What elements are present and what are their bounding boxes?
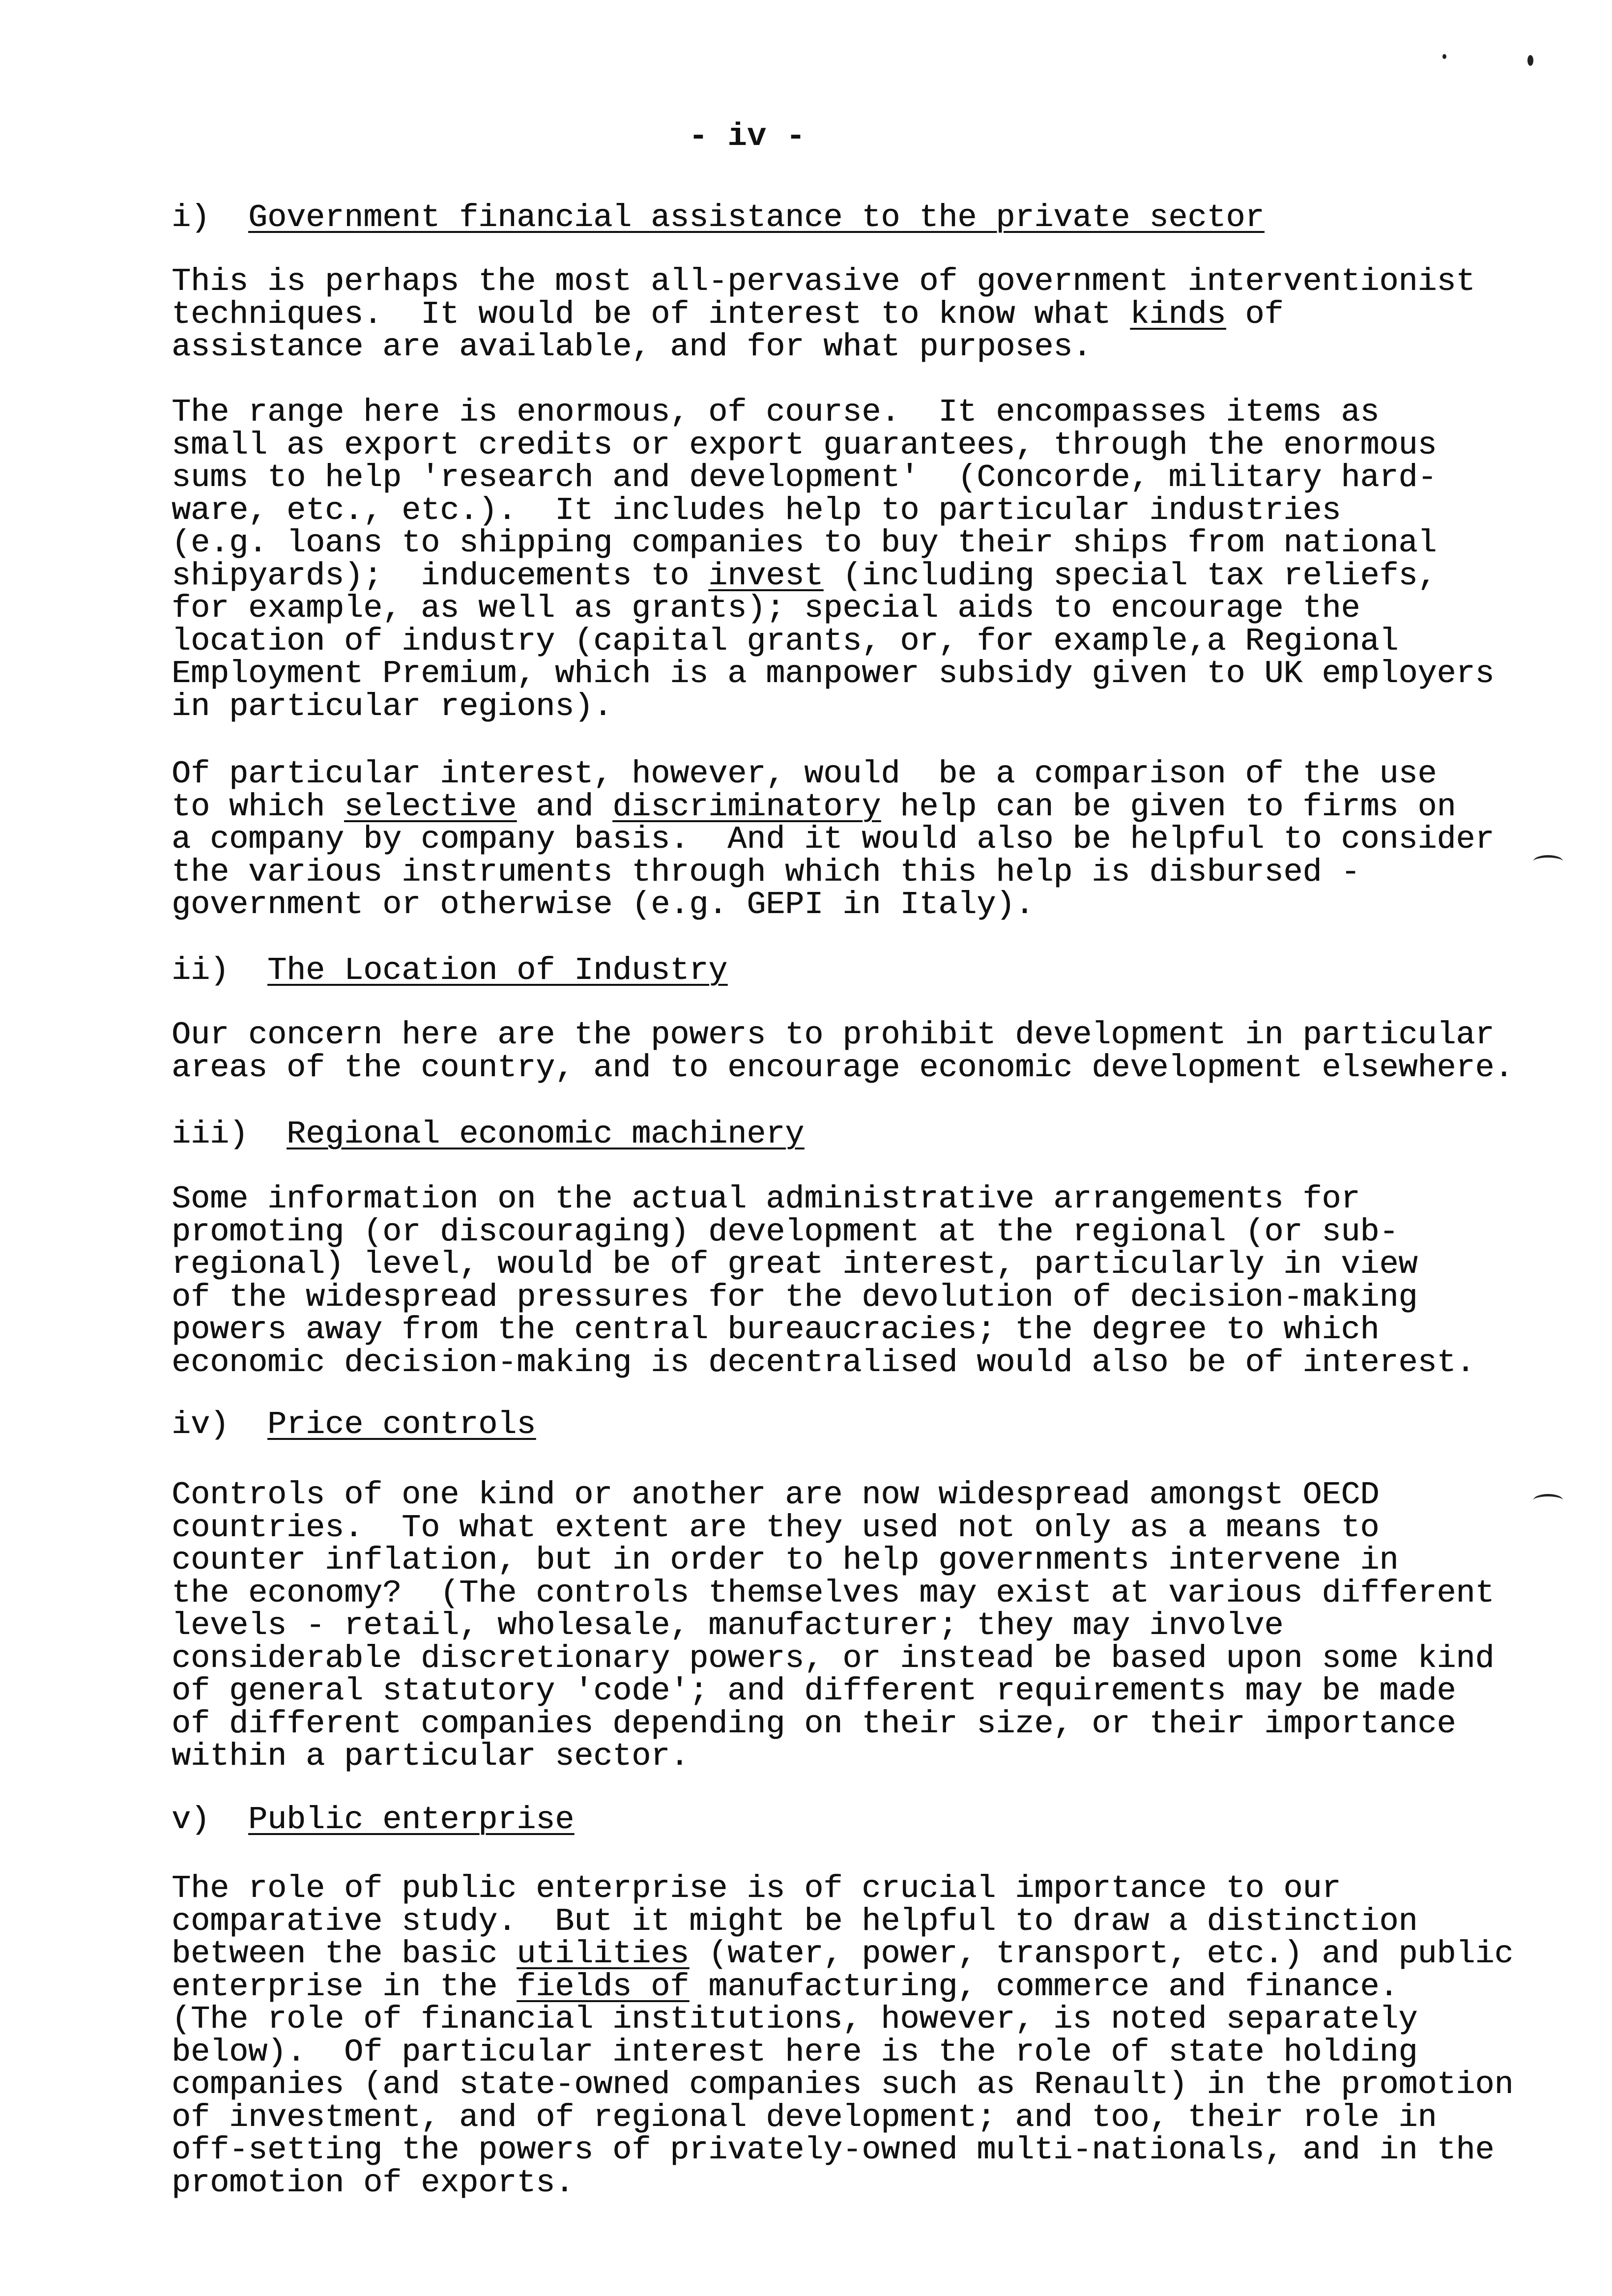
text-segment: of the widespread pressures for the devolution of decision-making xyxy=(172,1279,1418,1316)
underlined-text: invest xyxy=(708,557,824,594)
text-segment: shipyards); inducements to xyxy=(172,557,709,594)
section-title: Government financial assistance to the private sector xyxy=(248,200,1265,236)
text-line xyxy=(172,625,1494,658)
text-line xyxy=(172,265,1475,298)
text-segment: location of industry (capital grants, or, for example,a Regional xyxy=(172,623,1399,660)
text-line xyxy=(172,557,1494,594)
text-line xyxy=(172,1509,1494,1546)
text-line xyxy=(172,1642,1494,1675)
text-line xyxy=(172,494,1494,527)
text-line xyxy=(172,461,1494,494)
text-segment: sums to help 'research and development' (Concorde, military hard- xyxy=(172,459,1437,496)
text-line xyxy=(172,1740,1494,1773)
text-segment: ware, etc., etc.). It includes help to particular industries xyxy=(172,492,1341,529)
text-line xyxy=(172,690,1494,723)
text-segment: assistance are available, and for what purposes. xyxy=(172,329,1092,365)
section-heading xyxy=(172,201,1264,234)
text-line xyxy=(172,1577,1494,1610)
text-line xyxy=(172,1872,1513,1905)
underlined-text: fields of xyxy=(517,1968,690,2005)
text-line xyxy=(172,658,1494,690)
paragraph xyxy=(172,396,1494,723)
text-line xyxy=(172,889,1494,921)
text-segment: in particular regions). xyxy=(172,688,613,725)
text-segment: of xyxy=(1226,296,1284,333)
text-segment: within a particular sector. xyxy=(172,1738,690,1775)
text-segment: and xyxy=(517,788,613,825)
text-segment: counter inflation, but in order to help governments intervene in xyxy=(172,1542,1399,1578)
paragraph xyxy=(172,265,1475,364)
text-line xyxy=(172,429,1494,462)
text-line xyxy=(172,2003,1513,2036)
text-segment: promoting (or discouraging) development at the regional (or sub- xyxy=(172,1213,1399,1250)
text-segment: of investment, and of regional development; and too, their role in xyxy=(172,2099,1437,2136)
text-line xyxy=(172,1544,1494,1577)
text-segment: Controls of one kind or another are now widespread amongst OECD xyxy=(172,1477,1380,1513)
text-segment: government or otherwise (e.g. GEPI in Italy). xyxy=(172,887,1035,923)
section-number: iii) xyxy=(172,1116,249,1152)
text-segment: small as export credits or export guarantees, through the enormous xyxy=(172,427,1437,463)
text-segment: countries. To what extent are they used not only as a means to xyxy=(172,1509,1380,1546)
text-segment: Employment Premium, which is a manpower subsidy given to UK employers xyxy=(172,656,1495,692)
text-segment: a company by company basis. And it would also be helpful to consider xyxy=(172,821,1495,858)
text-segment: between the basic xyxy=(172,1936,517,1972)
section-heading xyxy=(172,1804,574,1837)
page-number: - iv - xyxy=(689,118,806,155)
text-line xyxy=(172,1248,1475,1281)
margin-bracket-mark xyxy=(1533,855,1563,867)
underlined-text: kinds xyxy=(1130,296,1226,333)
section-number: iv) xyxy=(172,1406,230,1443)
text-segment: This is perhaps the most all-pervasive of government interventionist xyxy=(172,263,1475,300)
text-segment: regional) level, would be of great interest, particularly in view xyxy=(172,1246,1418,1283)
text-segment: the various instruments through which this help is disbursed - xyxy=(172,854,1360,890)
text-line xyxy=(172,1213,1475,1250)
text-segment: (e.g. loans to shipping companies to buy their ships from national xyxy=(172,525,1437,561)
section-number: ii) xyxy=(172,952,230,989)
underlined-text: utilities xyxy=(517,1936,690,1972)
text-segment: to which xyxy=(172,788,345,825)
text-segment: of general statutory 'code'; and different requirements may be made xyxy=(172,1673,1456,1709)
text-segment: companies (and state-owned companies such as Renault) in the promotion xyxy=(172,2066,1514,2103)
text-segment: considerable discretionary powers, or instead be based upon some kind xyxy=(172,1640,1495,1677)
text-line xyxy=(172,298,1475,331)
text-segment: levels - retail, wholesale, manufacturer; they may involve xyxy=(172,1607,1284,1644)
text-line xyxy=(172,1281,1475,1314)
section-title: Public enterprise xyxy=(248,1802,575,1838)
paragraph xyxy=(172,1479,1494,1773)
text-line xyxy=(172,2068,1513,2101)
section-title: Regional economic machinery xyxy=(287,1116,805,1152)
text-line xyxy=(172,823,1494,856)
text-line xyxy=(172,1183,1475,1216)
section-heading xyxy=(172,954,727,987)
text-line xyxy=(172,856,1494,889)
text-line xyxy=(172,1609,1494,1642)
underlined-text: selective xyxy=(344,788,517,825)
text-line xyxy=(172,1938,1513,1971)
paragraph xyxy=(172,758,1494,921)
section-number: i) xyxy=(172,200,210,236)
text-segment: (The role of financial institutions, however, is noted separately xyxy=(172,2001,1418,2038)
text-line xyxy=(172,2164,1513,2201)
text-segment: (including special tax reliefs, xyxy=(823,557,1437,594)
text-segment: Some information on the actual administrative arrangements for xyxy=(172,1181,1360,1217)
text-segment: areas of the country, and to encourage economic development elsewhere. xyxy=(172,1049,1514,1086)
text-segment: the economy? (The controls themselves may exist at various different xyxy=(172,1575,1495,1611)
text-segment: Of particular interest, however, would be a comparison of the use xyxy=(172,756,1437,792)
text-segment: Our concern here are the powers to prohibit development in particular xyxy=(172,1017,1495,1053)
text-segment: promotion of exports. xyxy=(172,2164,575,2201)
margin-speck xyxy=(1527,55,1533,66)
section-title: The Location of Industry xyxy=(267,952,728,989)
text-line xyxy=(172,527,1494,560)
text-segment: of different companies depending on their size, or their importance xyxy=(172,1705,1456,1742)
text-line xyxy=(172,2134,1513,2167)
paragraph xyxy=(172,1183,1475,1379)
text-line xyxy=(172,1479,1494,1512)
paragraph xyxy=(172,1872,1513,2199)
text-line xyxy=(172,758,1494,791)
text-line xyxy=(172,1314,1475,1347)
margin-speck xyxy=(1442,54,1446,59)
text-line xyxy=(172,1675,1494,1708)
text-line xyxy=(172,1049,1514,1086)
section-heading xyxy=(172,1408,536,1441)
paragraph xyxy=(172,1019,1513,1084)
text-line xyxy=(172,1344,1475,1381)
text-segment: (water, power, transport, etc.) and public xyxy=(689,1936,1514,1972)
section-number: v) xyxy=(172,1802,210,1838)
text-segment: powers away from the central bureaucracies; the degree to which xyxy=(172,1312,1380,1348)
text-line xyxy=(172,1905,1513,1938)
text-segment: economic decision-making is decentralised would also be of interest. xyxy=(172,1344,1475,1381)
text-line xyxy=(172,396,1494,429)
text-segment: The range here is enormous, of course. It encompasses items as xyxy=(172,394,1380,430)
text-segment: below). Of particular interest here is the role of state holding xyxy=(172,2034,1418,2070)
text-segment: help can be given to firms on xyxy=(881,788,1456,825)
text-line xyxy=(172,2101,1513,2134)
section-title: Price controls xyxy=(267,1406,536,1443)
underlined-text: discriminatory xyxy=(612,788,881,825)
text-line xyxy=(172,592,1494,625)
text-segment: for example, as well as grants); special aids to encourage the xyxy=(172,590,1360,627)
text-line xyxy=(172,331,1475,364)
text-line xyxy=(172,1019,1513,1052)
text-segment: techniques. It would be of interest to know what xyxy=(172,296,1130,333)
section-heading xyxy=(172,1118,804,1151)
text-line xyxy=(172,1705,1494,1742)
text-line xyxy=(172,2036,1513,2069)
text-segment: manufacturing, commerce and finance. xyxy=(689,1968,1399,2005)
text-segment: comparative study. But it might be helpful to draw a distinction xyxy=(172,1903,1418,1940)
text-segment: The role of public enterprise is of crucial importance to our xyxy=(172,1870,1341,1907)
text-segment: enterprise in the xyxy=(172,1968,517,2005)
margin-bracket-mark xyxy=(1533,1494,1563,1506)
text-line xyxy=(172,788,1494,825)
text-line xyxy=(172,1968,1513,2005)
text-segment: off-setting the powers of privately-owned multi-nationals, and in the xyxy=(172,2132,1495,2168)
